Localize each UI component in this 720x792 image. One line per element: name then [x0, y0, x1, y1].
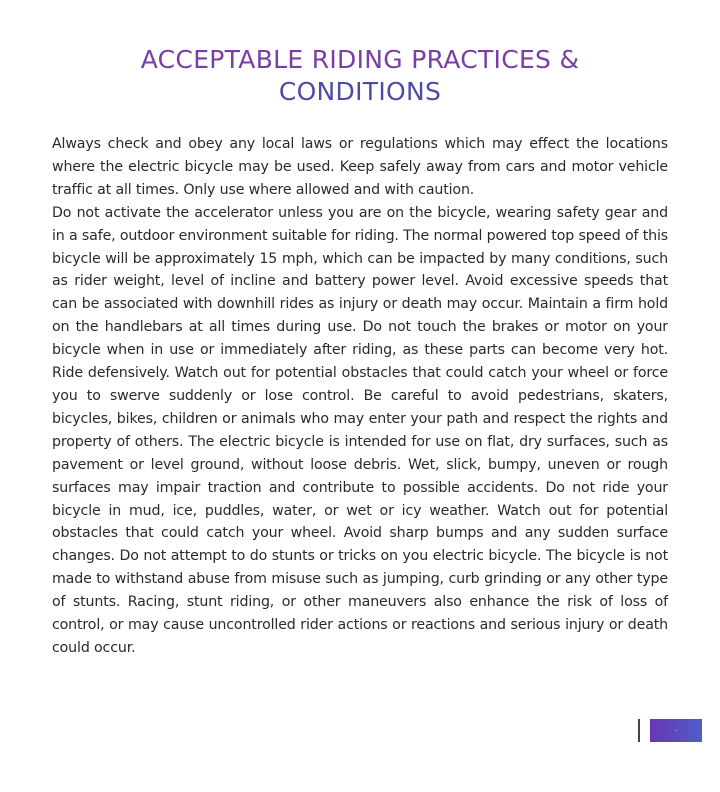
page-title	[110, 44, 610, 108]
page-title-line-2: CONDITIONS	[278, 77, 442, 106]
page-number-badge	[650, 719, 702, 742]
body-text	[52, 133, 668, 660]
page-title-line-1: ACCEPTABLE RIDING PRACTICES &	[140, 45, 580, 74]
page-number: -	[674, 726, 678, 734]
paragraph-riding-safety: Do not activate the accelerator unless you are on the bicycle, wearing safety gear and in a safe, outdoor environment suitable for riding. The normal powered top speed of this bicycle will be approximately 15 mph, which can be impacted by many conditions, such as rider weight, level of incline and battery power level. Avoid excessive speeds that can be associated with downhill rides as injury or death may occur. Maintain a firm hold on the handlebars at all times during use. Do not touch the brakes or motor on your bicycle when in use or immediately after riding, as these parts can become very hot. Ride defensively. Watch out for potential obstacles that could catch your wheel or force you to swerve suddenly or lose control. Be careful to avoid pedestrians, skaters, bicycles, bikes, children or animals who may enter your path and respect the rights and property of others. The electric bicycle is intended for use on flat, dry surfaces, such as pavement or level ground, without loose debris. Wet, slick, bumpy, uneven or rough surfaces may impair traction and contribute to possible accidents. Do not ride your bicycle in mud, ice, puddles, water, or wet or icy weather. Watch out for potential obstacles that could catch your wheel. Avoid sharp bumps and any sudden surface changes. Do not attempt to do stunts or tricks on you electric bicycle. The bicycle is not made to withstand abuse from misuse such as jumping, curb grinding or any other type of stunts. Racing, stunt riding, or other maneuvers also enhance the risk of loss of control, or may cause uncontrolled rider actions or reactions and serious injury or death could occur.	[52, 204, 668, 656]
footer-divider	[638, 719, 640, 742]
paragraph-local-laws: Always check and obey any local laws or regulations which may effect the locations where the electric bicycle may be used. Keep safely away from cars and motor vehicle traffic at all times. Only use where allowed and with caution.	[52, 136, 668, 198]
